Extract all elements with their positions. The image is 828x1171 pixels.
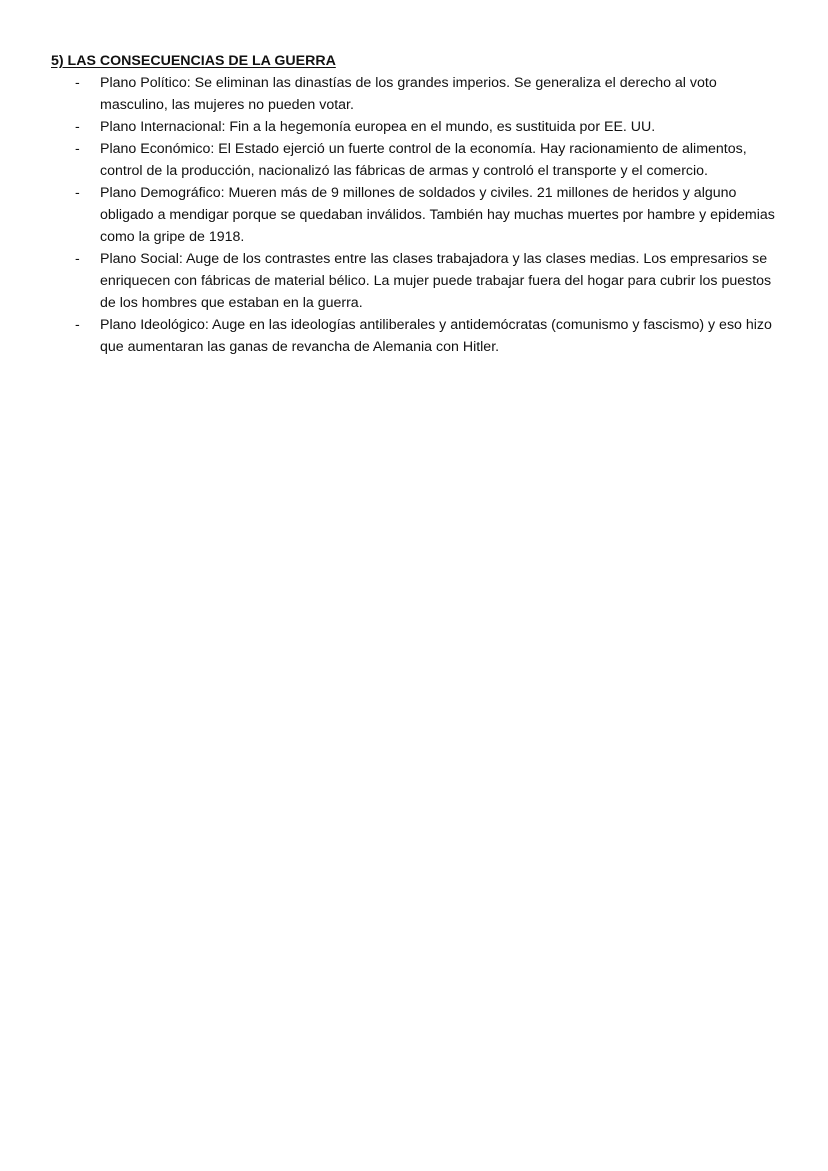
list-item-text: Plano Demográfico: Mueren más de 9 millones de soldados y civiles. 21 millones de heridos y alguno obligado a mendigar porque se quedaban inválidos. También hay muchas muertes por hambre y epidemias como la gripe de 1918. bbox=[100, 185, 775, 245]
list-item-text: Plano Económico: El Estado ejerció un fuerte control de la economía. Hay racionamiento de alimentos, control de la producción, nacionalizó las fábricas de armas y controló el transporte y el comercio. bbox=[100, 141, 747, 179]
consequences-list bbox=[0, 72, 828, 358]
section-heading: 5) LAS CONSECUENCIAS DE LA GUERRA bbox=[51, 53, 336, 69]
list-item bbox=[0, 314, 776, 358]
dash-bullet: - bbox=[75, 119, 80, 135]
list-item-text: Plano Social: Auge de los contrastes entre las clases trabajadora y las clases medias. Los empresarios se enriquecen con fábricas de material bélico. La mujer puede trabajar fuera del hogar para cubrir los puestos de los hombres que estaban en la guerra. bbox=[100, 251, 772, 311]
list-item-text: Plano Internacional: Fin a la hegemonía europea en el mundo, es sustituida por EE. UU. bbox=[100, 119, 656, 135]
list-item-text: Plano Ideológico: Auge en las ideologías antiliberales y antidemócratas (comunismo y fascismo) y eso hizo que aumentaran las ganas de revancha de Alemania con Hitler. bbox=[100, 317, 772, 355]
dash-bullet: - bbox=[75, 141, 80, 157]
list-item-text: Plano Político: Se eliminan las dinastías de los grandes imperios. Se generaliza el derecho al voto masculino, las mujeres no pueden votar. bbox=[100, 75, 717, 113]
list-item bbox=[0, 116, 776, 138]
dash-bullet: - bbox=[75, 75, 80, 91]
list-item bbox=[0, 248, 776, 314]
list-item bbox=[0, 72, 776, 116]
list-item bbox=[0, 138, 776, 182]
list-item bbox=[0, 182, 776, 248]
dash-bullet: - bbox=[75, 185, 80, 201]
dash-bullet: - bbox=[75, 251, 80, 267]
dash-bullet: - bbox=[75, 317, 80, 333]
